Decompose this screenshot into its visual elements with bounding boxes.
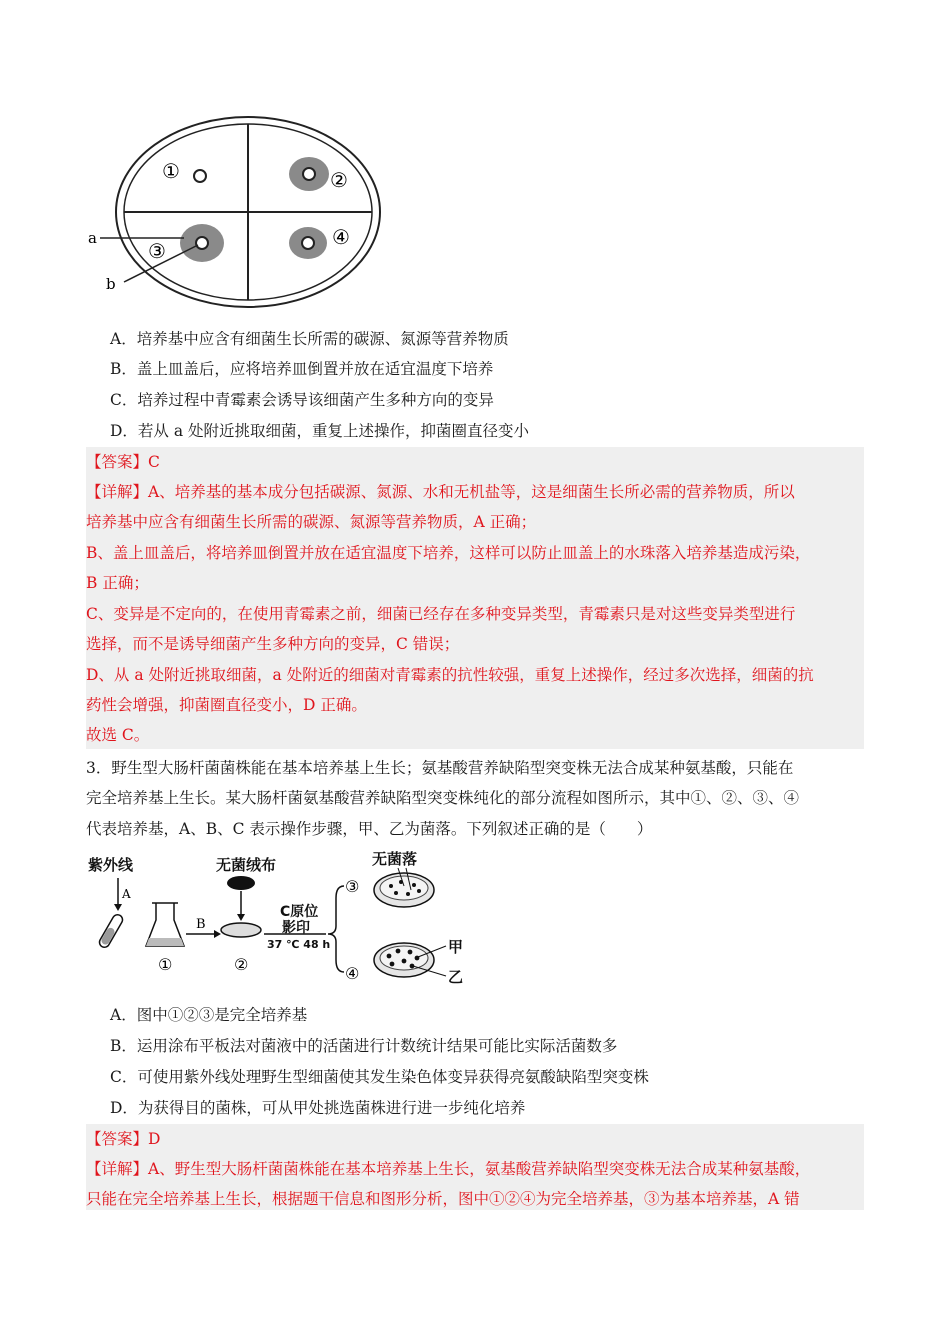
q2-explanation-line-3: B、盖上皿盖后，将培养皿倒置并放在适宜温度下培养，这样可以防止皿盖上的水珠落入培养基造成污染， [86, 544, 811, 562]
branch-brace [328, 886, 344, 972]
paper-disc-2 [303, 168, 315, 180]
q2-explanation-line-2: 培养基中应含有细菌生长所需的碳源、氮源等营养物质，A 正确； [86, 513, 537, 531]
paper-disc-1 [194, 170, 206, 182]
step-c-label-1: C原位 [280, 904, 319, 920]
purification-flow-figure [86, 848, 486, 988]
flask-icon [146, 903, 184, 946]
medium-4-label: ④ [345, 964, 360, 983]
plate-4-inner [380, 946, 428, 970]
q3-answer: 【答案】D [86, 1130, 161, 1148]
medium-3-label: ③ [345, 877, 360, 896]
step-b-label: B [196, 917, 206, 932]
quadrant-label-2: ② [330, 168, 348, 192]
q2-explanation-line-8: 药性会增强，抑菌圈直径变小，D 正确。 [86, 696, 367, 714]
q3-answer-block [86, 1124, 864, 1210]
no-colony-label: 无菌落 [372, 850, 418, 868]
velvet-label: 无菌绒布 [216, 856, 277, 874]
paper-disc-4 [302, 237, 314, 249]
quadrant-label-3: ③ [148, 239, 166, 263]
velvet-arrowhead [237, 914, 245, 921]
q3-stem-line-3: 代表培养基，A、B、C 表示操作步骤，甲、乙为菌落。下列叙述正确的是（ ） [86, 820, 653, 838]
q3-option-b: B．运用涂布平板法对菌液中的活菌进行计数统计结果可能比实际活菌数多 [110, 1037, 618, 1055]
test-tube-icon [98, 913, 125, 949]
q2-answer: 【答案】C [86, 453, 160, 471]
q3-option-d: D．为获得目的菌株，可从甲处挑选菌株进行进一步纯化培养 [110, 1099, 526, 1117]
q2-explanation-line-5: C、变异是不定向的，在使用青霉素之前，细菌已经存在多种变异类型，青霉素只是对这些变异类型进行 [86, 605, 796, 623]
q2-option-b: B．盖上皿盖后，应将培养皿倒置并放在适宜温度下培养 [110, 360, 494, 378]
quadrant-label-1: ① [162, 159, 180, 183]
q3-stem-line-1: 3．野生型大肠杆菌菌株能在基本培养基上生长；氨基酸营养缺陷型突变株无法合成某种氨基酸，只能在 [86, 759, 794, 777]
pointer-b-label: b [106, 275, 116, 293]
paper-disc-3 [196, 237, 208, 249]
pointer-a-label: a [88, 229, 97, 247]
q3-explanation-line-2: 只能在完全培养基上生长，根据题干信息和图形分析，图中①②④为完全培养基，③为基本培养基，A 错 [86, 1190, 800, 1208]
q2-option-d: D．若从 a 处附近挑取细菌，重复上述操作，抑菌圈直径变小 [110, 422, 530, 440]
q2-explanation-line-6: 选择，而不是诱导细菌产生多种方向的变异，C 错误； [86, 635, 460, 653]
petri-dish-figure [86, 112, 386, 312]
q2-explanation-line-7: D、从 a 处附近挑取细菌，a 处附近的细菌对青霉素的抗性较强，重复上述操作，经过多次选择，细菌的抗 [86, 666, 814, 684]
step-c-label-2: 影印 [282, 920, 310, 936]
q3-option-a: A．图中①②③是完全培养基 [110, 1006, 308, 1024]
q2-explanation-line-9: 故选 C。 [86, 726, 150, 744]
plate-2-icon [221, 923, 261, 937]
plate-3-inner [380, 876, 428, 900]
uv-label: 紫外线 [88, 856, 134, 874]
q2-explanation-line-4: B 正确； [86, 574, 149, 592]
q2-option-a: A．培养基中应含有细菌生长所需的碳源、氮源等营养物质 [110, 330, 509, 348]
quadrant-label-4: ④ [332, 225, 350, 249]
q3-option-c: C．可使用紫外线处理野生型细菌使其发生染色体变异获得亮氨酸缺陷型突变株 [110, 1068, 649, 1086]
medium-1-label: ① [158, 955, 173, 974]
step-a-label: A [122, 887, 131, 901]
q3-stem-line-2: 完全培养基上生长。某大肠杆菌氨基酸营养缺陷型突变株纯化的部分流程如图所示，其中①、②、③、④ [86, 789, 800, 807]
medium-2-label: ② [234, 955, 249, 974]
step-a-arrowhead [114, 904, 122, 911]
q2-option-c: C．培养过程中青霉素会诱导该细菌产生多种方向的变异 [110, 391, 494, 409]
conditions-label: 37 ℃ 48 h [267, 938, 331, 951]
yi-label: 乙 [448, 968, 464, 986]
q2-answer-block [86, 447, 864, 749]
q3-explanation-line-1: 【详解】A、野生型大肠杆菌菌株能在基本培养基上生长，氨基酸营养缺陷型突变株无法合成某种氨基酸， [86, 1160, 811, 1178]
step-b-arrowhead [214, 930, 221, 938]
velvet-icon [227, 876, 255, 890]
q2-explanation-line-1: 【详解】A、培养基的基本成分包括碳源、氮源、水和无机盐等，这是细菌生长所必需的营养物质，所以 [86, 483, 795, 501]
jia-label: 甲 [448, 938, 464, 956]
